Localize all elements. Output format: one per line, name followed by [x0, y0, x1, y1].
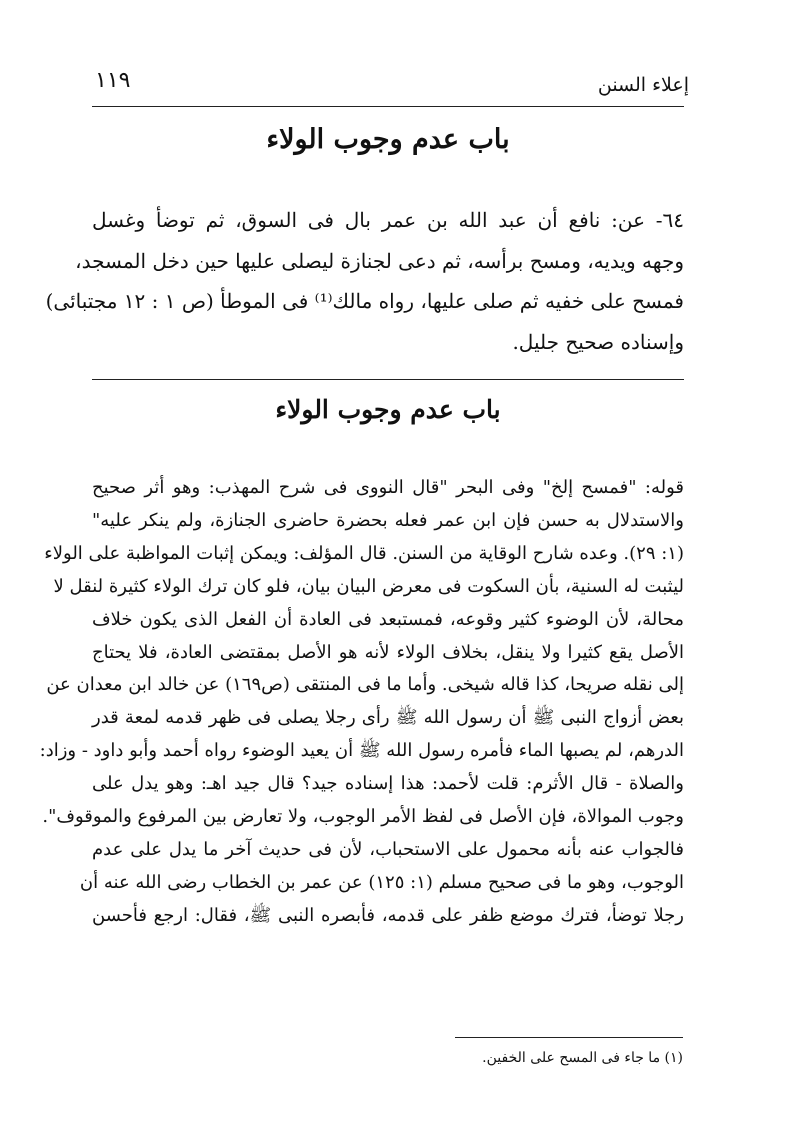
- page-number: ١١٩: [95, 68, 131, 93]
- commentary-line: بعض أزواج النبى ﷺ أن رسول الله ﷺ رأى رجلا يصلى فى ظهر قدمه لمعة قدر: [92, 707, 684, 729]
- commentary-line: الوجوب، وهو ما فى صحيح مسلم (١: ١٢٥) عن عمر بن الخطاب رضى الله عنه أن: [79, 871, 684, 893]
- commentary-line: ليثبت له السنية، بأن السكوت فى معرض البيان بيان، فلو كان ترك الولاء كثيرة لنقل لا: [53, 575, 684, 597]
- commentary-text: [39, 472, 684, 933]
- commentary-line: (١: ٢٩). وعده شارح الوقاية من السنن. قال المؤلف: ويمكن إثبات المواظبة على الولاء: [44, 542, 684, 564]
- section-divider: [92, 379, 684, 380]
- commentary-line: رجلا توضأ، فترك موضع ظفر على قدمه، فأبصره النبى ﷺ، فقال: ارجع فأحسن: [92, 904, 684, 926]
- hadith-line: فمسح على خفيه ثم صلى عليها، رواه مالك⁽¹⁾ فى الموطأ (ص ١ : ١٢ مجتبائى): [45, 289, 684, 313]
- hadith-line: وإسناده صحيح جليل.: [512, 329, 684, 354]
- header-rule: [92, 106, 684, 107]
- hadith-line: وجهه ويديه، ومسح برأسه، ثم دعى لجنازة ليصلى عليها حين دخل المسجد،: [75, 248, 684, 273]
- footnote-rule: [455, 1037, 683, 1038]
- commentary-line: فالجواب عنه بأنه محمول على الاستحباب، لأن فى حديث آخر ما يدل على عدم: [92, 838, 684, 860]
- commentary-line: الأصل يقع كثيرا ولا ينقل، بخلاف الولاء لأنه هو الأصل بمقتضى العادة، فلا يحتاج: [92, 641, 684, 663]
- commentary-line: إلى نقله صريحا، كذا قاله شيخى. وأما ما فى المنتقى (ص١٦٩) عن خالد ابن معدان عن: [46, 674, 684, 696]
- commentary-heading: باب عدم وجوب الولاء: [275, 395, 501, 424]
- hadith-line: ٦٤- عن: نافع أن عبد الله بن عمر بال فى السوق، ثم توضأ وغسل: [92, 208, 684, 232]
- running-title: إعلاء السنن: [597, 74, 689, 96]
- hadith-text: [45, 200, 684, 362]
- commentary-line: والاستدلال به حسن فإن ابن عمر فعله بحضرة حاضرى الجنازة، ولم ينكر عليه": [92, 509, 684, 531]
- section-heading: باب عدم وجوب الولاء: [266, 124, 510, 155]
- commentary-line: محالة، لأن الوضوء كثير وقوعه، فمستبعد فى العادة أن الفعل الذى يكون خلاف: [92, 608, 684, 630]
- commentary-line: الدرهم، لم يصبها الماء فأمره رسول الله ﷺ أن يعيد الوضوء رواه أحمد وأبو داود - وزاد:: [39, 740, 684, 762]
- commentary-line: قوله: "فمسح إلخ" وفى البحر "قال النووى فى شرح المهذب: وهو أثر صحيح: [92, 477, 684, 498]
- commentary-line: والصلاة - قال الأثرم: قلت لأحمد: هذا إسناده جيد؟ قال جيد اهـ: وهو يدل على: [92, 773, 684, 795]
- commentary-line: وجوب الموالاة، فإن الأصل فى لفظ الأمر الوجوب، ولا تعارض بين المرفوع والموقوف".: [42, 806, 684, 828]
- footnote: (١) ما جاء فى المسح على الخفين.: [482, 1050, 683, 1066]
